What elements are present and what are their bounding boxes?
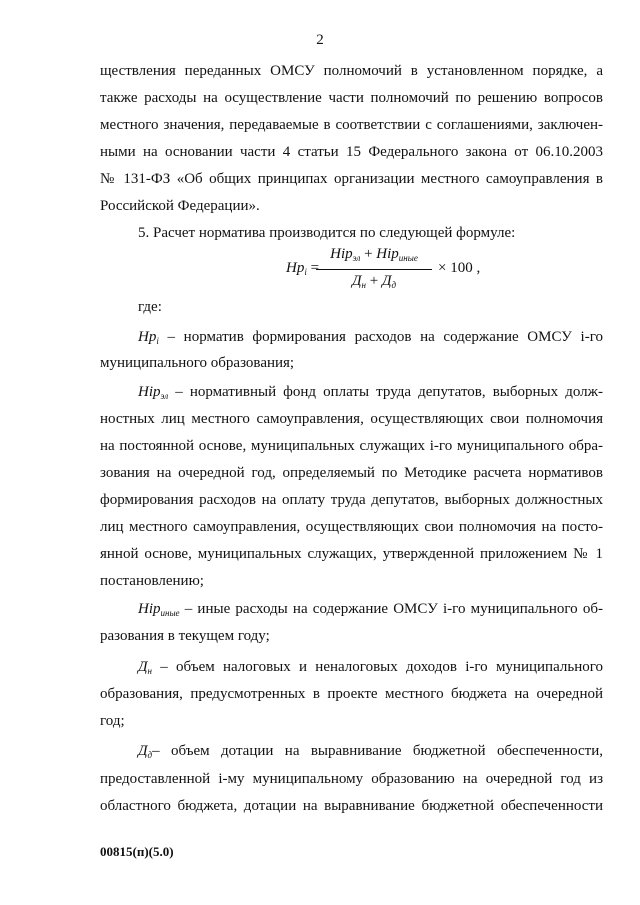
paragraph-line: ными на основании части 4 статьи 15 Федерального закона от 06.10.2003 [100,144,603,160]
definition-line: образования, предусмотренных в проекте местного бюджета на очередной [100,686,603,702]
paragraph-line: местного значения, передаваемые в соответствии с соглашениями, заключен- [100,117,603,133]
formula-denominator: $Д_н + Д_д$ [351,273,397,290]
fraction-bar [316,269,432,270]
definition-line: на постоянной основе, муниципальных служащих і-го муниципального обра- [100,438,603,454]
definition-line: год; [100,713,125,729]
paragraph-line: ществления переданных ОМСУ полномочий в установленном порядке, а [100,63,603,79]
formula-lhs: $Нр_i$ = [286,260,320,277]
definition-nir-other: Нір$_{иные}$ – иные расходы на содержание ОМСУ і-го муниципального об- [138,601,603,618]
definition-dn: $Д_н$ – объем налоговых и неналоговых доходов і-го муниципального [138,659,603,676]
definition-line: разования в текущем году; [100,628,270,644]
definition-nir-el: Нір$_{эл}$ – нормативный фонд оплаты труда депутатов, выборных долж- [138,384,603,401]
formula-multiplier: × 100 , [438,260,481,276]
definition-line: муниципального образования; [100,355,295,371]
document-code: 00815(п)(5.0) [100,844,174,859]
where-label: где: [138,299,162,315]
definition-line: областного бюджета, дотации на выравнивание бюджетной обеспеченности [100,798,603,814]
definition-line: лиц местного самоуправления, осуществляющих свои полномочия на посто- [100,519,603,535]
formula [286,246,486,292]
definition-line: янной основе, муниципальных служащих, утвержденной приложением № 1 [100,546,603,562]
definition-nr: $Нр_i$ – норматив формирования расходов на содержание ОМСУ і-го [138,329,603,346]
definition-line: предоставленной і-му муниципальному образованию на очередной год из [100,771,603,787]
paragraph-line: № 131-ФЗ «Об общих принципах организации местного самоуправления в [100,171,603,187]
definition-dd: $Д_д-$ объем дотации на выравнивание бюджетной обеспеченности, [138,743,603,760]
definition-line: постановлению; [100,573,204,589]
paragraph-line: Российской Федерации». [100,198,260,214]
definition-line: зования на очередной год, определяемый по Методике расчета нормативов [100,465,603,481]
formula-numerator: Нір$_{эл}$ + Нір$_{иные}$ [330,246,418,263]
paragraph-line: также расходы на осуществление части полномочий по решению вопросов [100,90,603,106]
page-number: 2 [316,32,324,48]
definition-line: ностных лиц местного самоуправления, осуществляющих свои полномочия [100,411,603,427]
definition-line: формирования расходов на оплату труда депутатов, выборных должностных [100,492,603,508]
item-5-heading: 5. Расчет норматива производится по следующей формуле: [138,225,516,241]
